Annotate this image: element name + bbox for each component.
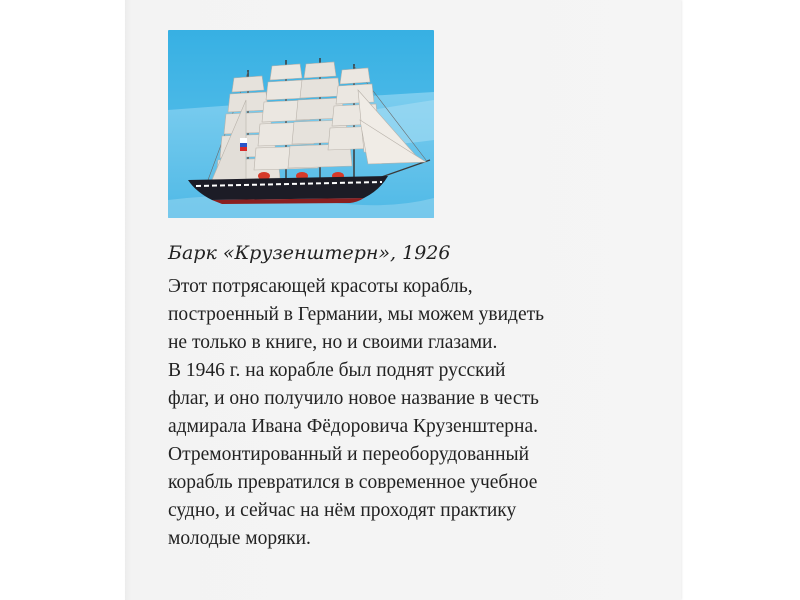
body-line: флаг, и оно получило новое название в честь: [168, 388, 539, 409]
body-line: адмирала Ивана Фёдоровича Крузенштерна.: [168, 416, 539, 437]
body-line: Этот потрясающей красоты корабль,: [168, 276, 473, 297]
book-page: [125, 0, 681, 600]
body-line: корабль превратился в современное учебное: [168, 472, 538, 493]
body-line: молодые моряки.: [168, 528, 311, 549]
body-line: В 1946 г. на корабле был поднят русский: [168, 360, 506, 381]
body-line: Отремонтированный и переоборудованный: [168, 444, 530, 465]
article-title: Барк «Крузенштерн», 1926: [168, 242, 451, 264]
sailing-ship-icon: [168, 30, 434, 218]
body-line: не только в книге, но и своими глазами.: [168, 332, 498, 353]
article-body: [168, 273, 544, 553]
body-line: построенный в Германии, мы можем увидеть: [168, 304, 545, 325]
body-line: судно, и сейчас на нём проходят практику: [168, 500, 517, 521]
sailing-ship-illustration: [168, 30, 434, 218]
